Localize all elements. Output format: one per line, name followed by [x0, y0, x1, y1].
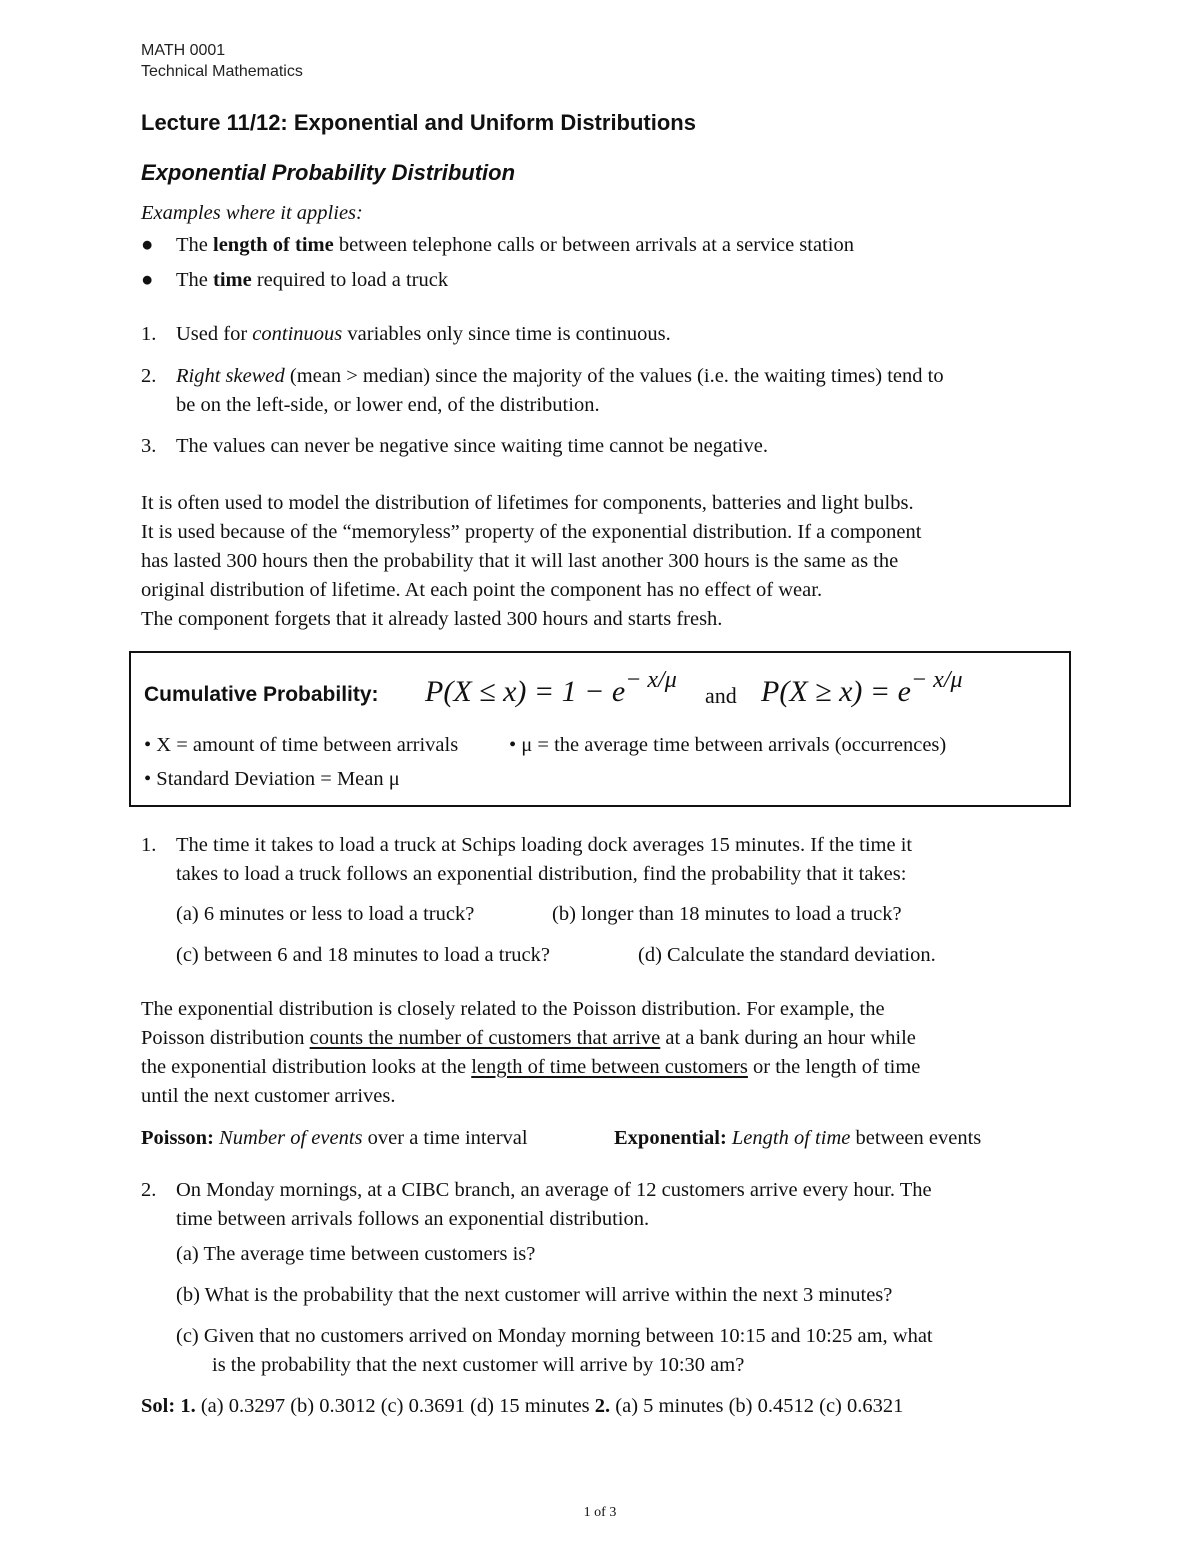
bullet-icon: ● [141, 269, 154, 291]
course-code: MATH 0001 [141, 42, 226, 59]
poisson-paragraph: The exponential distribution is closely related to the Poisson distribution. For example, the Poisson distribution counts the number of customers that arrive at a bank during an hour while the exponential distribution looks at the length of time between customers or the length of time until the next customer arrives. [141, 998, 921, 1107]
question-1c: (c) between 6 and 18 minutes to load a truck? [176, 944, 550, 966]
definition-mu: • μ = the average time between arrivals (occurrences) [509, 734, 947, 756]
cumulative-formula-less: $P(X \le x) = 1 - e^{- x/\mu}$ [425, 667, 677, 708]
question-1a: (a) 6 minutes or less to load a truck? [176, 903, 475, 925]
question-1: 1. The time it takes to load a truck at Schips loading dock averages 15 minutes. If the time it takes to load a truck follows an exponential distribution, find the probability that it takes: [141, 834, 913, 885]
solutions-line: Sol: 1. (a) 0.3297 (b) 0.3012 (c) 0.3691 (d) 15 minutes 2. (a) 5 minutes (b) 0.4512 (c) 0.6321 [141, 1395, 904, 1417]
question-1b: (b) longer than 18 minutes to load a truck? [552, 903, 902, 925]
poisson-comparison: Poisson: Number of events over a time interval [141, 1127, 528, 1149]
and-word: and [705, 683, 737, 708]
page-number: 1 of 3 [583, 1505, 617, 1520]
question-1d: (d) Calculate the standard deviation. [638, 944, 936, 966]
section-heading: Exponential Probability Distribution [141, 160, 516, 185]
list-item: ● The length of time between telephone calls or between arrivals at a service station [141, 231, 1081, 260]
course-name: Technical Mathematics [141, 63, 303, 80]
definition-x: • X = amount of time between arrivals [144, 734, 459, 756]
question-2c: (c) Given that no customers arrived on Monday morning between 10:15 and 10:25 am, what is the probability that the next customer will arrive by 10:30 am? [176, 1325, 933, 1376]
page-title: Lecture 11/12: Exponential and Uniform Distributions [141, 110, 696, 135]
memoryless-paragraph: It is often used to model the distribution of lifetimes for components, batteries and light bulbs. It is used because of the “memoryless” property of the exponential distribution. If a component has lasted 300 hours then the probability that it will last another 300 hours is the same as the original distribution of lifetime. At each point the component has no effect of wear. The component forgets that it already lasted 300 hours and starts fresh. [141, 492, 922, 630]
definition-sd: • Standard Deviation = Mean μ [144, 768, 400, 790]
question-2a: (a) The average time between customers is? [176, 1243, 536, 1265]
examples-heading: Examples where it applies: [141, 202, 363, 224]
list-item: 2. Right skewed (mean > median) since the majority of the values (i.e. the waiting times) tend to be on the left-side, or lower end, of the distribution. [141, 365, 944, 416]
exponential-comparison: Exponential: Length of time between events [614, 1127, 982, 1149]
box-label: Cumulative Probability: [144, 683, 379, 706]
question-2: 2. On Monday mornings, at a CIBC branch, an average of 12 customers arrive every hour. The time between arrivals follows an exponential distribution. [141, 1179, 932, 1230]
list-item: 1. Used for continuous variables only since time is continuous. [141, 323, 671, 345]
question-2b: (b) What is the probability that the next customer will arrive within the next 3 minutes? [176, 1284, 893, 1306]
list-item: ● The time required to load a truck [141, 266, 1081, 295]
list-item: 3. The values can never be negative since waiting time cannot be negative. [141, 435, 768, 457]
formula-box [129, 651, 1071, 807]
cumulative-formula-greater: $P(X \ge x) = e^{- x/\mu}$ [761, 667, 963, 708]
bullet-icon: ● [141, 234, 154, 256]
